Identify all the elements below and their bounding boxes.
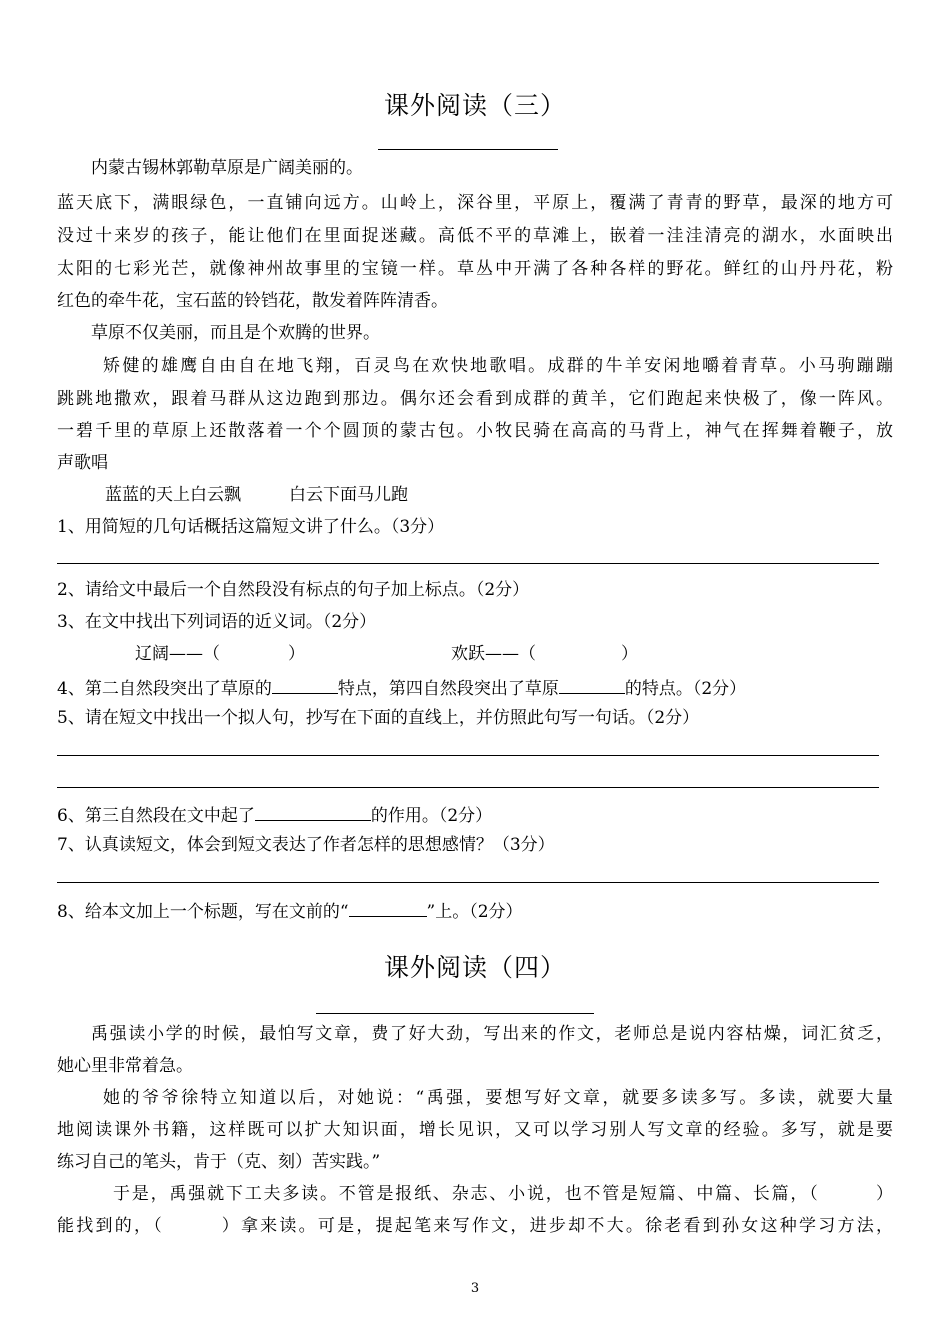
question-7: 7、认真读短文，体会到短文表达了作者怎样的思想感情？（3分） — [57, 835, 555, 855]
question-4-part-a: 4、第二自然段突出了草原的 — [57, 679, 272, 699]
s4-paragraph-1-line-1: 禹强读小学的时候，最怕写文章，费了好大劲，写出来的作文，老师总是说内容枯燥，词汇贫乏， — [91, 1024, 893, 1044]
question-3-item-b: 欢跃——（ ） — [451, 644, 638, 664]
s4-paragraph-3-line-2: 能找到的，（ ）拿来读。可是，提起笔来写作文，进步却不大。徐老看到孙女这种学习方法， — [57, 1216, 893, 1236]
s3-paragraph-2-line-1: 蓝天底下，满眼绿色，一直铺向远方。山岭上，深谷里，平原上，覆满了青青的野草，最深的地方可 — [57, 193, 893, 213]
s3-paragraph-1: 内蒙古锡林郭勒草原是广阔美丽的。 — [91, 158, 363, 178]
question-8 — [57, 898, 523, 923]
question-2: 2、请给文中最后一个自然段没有标点的句子加上标点。（2分） — [57, 580, 530, 600]
section3-title-blank — [378, 149, 558, 150]
answer-line-q5-1[interactable] — [57, 755, 879, 756]
s3-paragraph-4-line-1: 矫健的雄鹰自由自在地飞翔，百灵鸟在欢快地歌唱。成群的牛羊安闲地嚼着青草。小马驹蹦蹦 — [103, 356, 893, 376]
s4-paragraph-3-line-1: 于是，禹强就下工夫多读。不管是报纸、杂志、小说，也不管是短篇、中篇、长篇，（ ） — [113, 1184, 893, 1204]
blank-q4-2[interactable] — [559, 675, 625, 694]
answer-line-q5-2[interactable] — [57, 787, 879, 788]
blank-q6[interactable] — [255, 802, 371, 821]
question-4 — [57, 675, 746, 700]
s3-paragraph-4-line-2: 跳跳地撒欢，跟着马群从这边跑到那边。偶尔还会看到成群的黄羊，它们跑起来快极了，像一阵风。 — [57, 389, 893, 409]
s3-paragraph-2-line-2: 没过十来岁的孩子，能让他们在里面捉迷藏。高低不平的草滩上，嵌着一洼洼清亮的湖水，水面映出 — [57, 226, 893, 246]
question-8-part-a: 8、给本文加上一个标题，写在文前的“ — [57, 902, 349, 922]
blank-q8[interactable] — [349, 898, 427, 917]
s4-paragraph-2-line-3: 练习自己的笔头，肯于（克、刻）苦实践。” — [57, 1152, 381, 1172]
s4-paragraph-1-line-2: 她心里非常着急。 — [57, 1056, 193, 1076]
blank-q4-1[interactable] — [272, 675, 338, 694]
question-6-part-b: 的作用。（2分） — [370, 806, 493, 826]
answer-line-q1[interactable] — [57, 563, 879, 564]
s3-paragraph-2-line-3: 太阳的七彩光芒，就像神州故事里的宝镜一样。草丛中开满了各种各样的野花。鲜红的山丹丹花，粉 — [57, 259, 893, 279]
s3-paragraph-4-line-4: 声歌唱 — [57, 453, 108, 473]
question-1: 1、用简短的几句话概括这篇短文讲了什么。（3分） — [57, 517, 445, 537]
page-number: 3 — [470, 1281, 480, 1296]
section4-title: 课外阅读（四） — [383, 953, 566, 982]
s3-paragraph-2-line-4: 红色的牵牛花，宝石蓝的铃铛花，散发着阵阵清香。 — [57, 291, 448, 311]
question-6 — [57, 802, 492, 827]
question-5: 5、请在短文中找出一个拟人句，抄写在下面的直线上，并仿照此句写一句话。（2分） — [57, 708, 700, 728]
s3-paragraph-4-line-3: 一碧千里的草原上还散落着一个个圆顶的蒙古包。小牧民骑在高高的马背上，神气在挥舞着鞭子，放 — [57, 421, 893, 441]
s3-song-line-b: 白云下面马儿跑 — [289, 485, 408, 505]
question-4-part-b: 特点，第四自然段突出了草原 — [337, 679, 559, 699]
question-3-item-a: 辽阔——（ ） — [135, 644, 305, 664]
section4-title-blank — [316, 1013, 594, 1014]
answer-line-q7[interactable] — [57, 882, 879, 883]
s3-paragraph-3: 草原不仅美丽，而且是个欢腾的世界。 — [91, 323, 380, 343]
section3-title: 课外阅读（三） — [383, 91, 566, 120]
s3-song-line-a: 蓝蓝的天上白云飘 — [105, 485, 241, 505]
s4-paragraph-2-line-2: 地阅读课外书籍，这样既可以扩大知识面，增长见识，又可以学习别人写文章的经验。多写，就是要 — [57, 1120, 893, 1140]
question-6-part-a: 6、第三自然段在文中起了 — [57, 806, 255, 826]
question-3: 3、在文中找出下列词语的近义词。（2分） — [57, 612, 377, 632]
s4-paragraph-2-line-1: 她的爷爷徐特立知道以后，对她说：“禹强，要想写好文章，就要多读多写。多读，就要大量 — [103, 1088, 893, 1108]
question-8-part-b: ”上。（2分） — [426, 902, 523, 922]
question-4-part-c: 的特点。（2分） — [624, 679, 747, 699]
